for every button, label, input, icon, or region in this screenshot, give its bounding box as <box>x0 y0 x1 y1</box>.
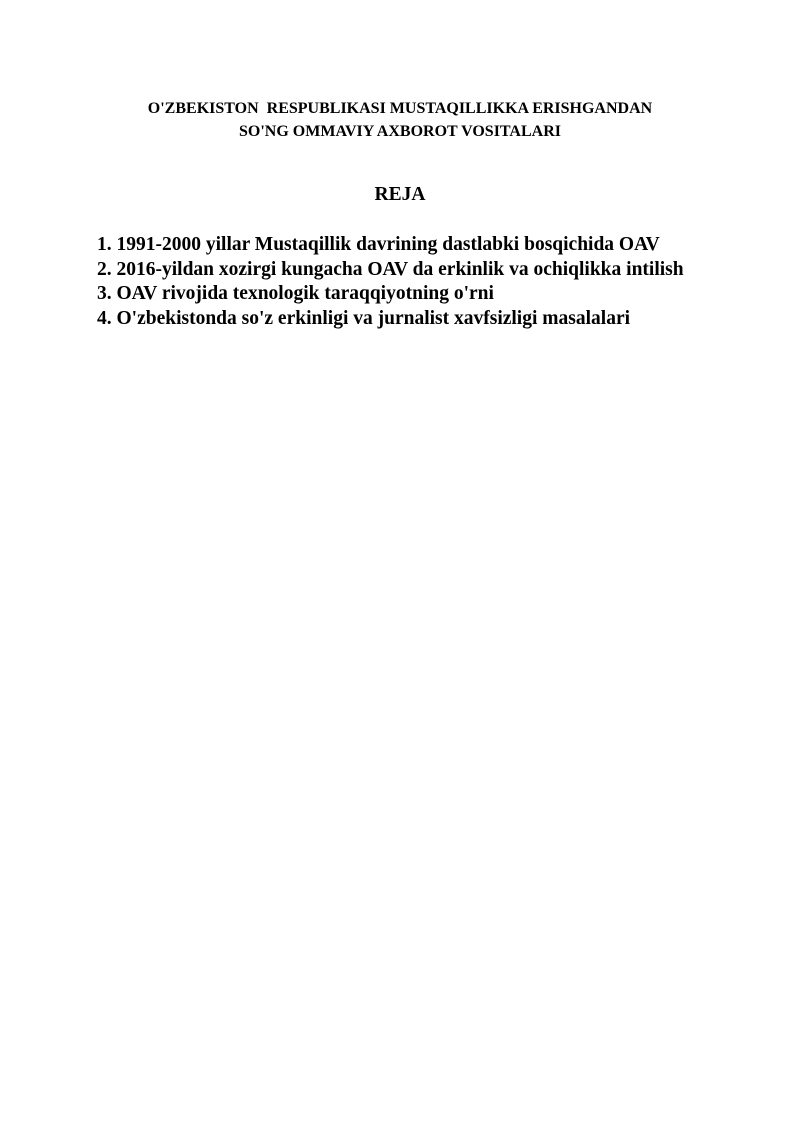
plan-item-2: 2. 2016-yildan xozirgi kungacha OAV da erkinlik va ochiqlikka intilish <box>97 258 684 280</box>
document-title-line-1: O'ZBEKISTON RESPUBLIKASI MUSTAQILLIKKA ERISHGANDAN <box>147 100 653 117</box>
document-title-line-2: SO'NG OMMAVIY AXBOROT VOSITALARI <box>239 123 561 140</box>
plan-heading: REJA <box>374 184 426 205</box>
plan-item-1: 1. 1991-2000 yillar Mustaqillik davrining dastlabki bosqichida OAV <box>97 234 660 255</box>
document-title <box>60 97 740 143</box>
plan-item-4: 4. O'zbekistonda so'z erkinligi va jurnalist xavfsizligi masalalari <box>97 307 631 329</box>
plan-item-3: 3. OAV rivojida texnologik taraqqiyotning o'rni <box>97 283 494 304</box>
plan-list <box>97 233 737 331</box>
